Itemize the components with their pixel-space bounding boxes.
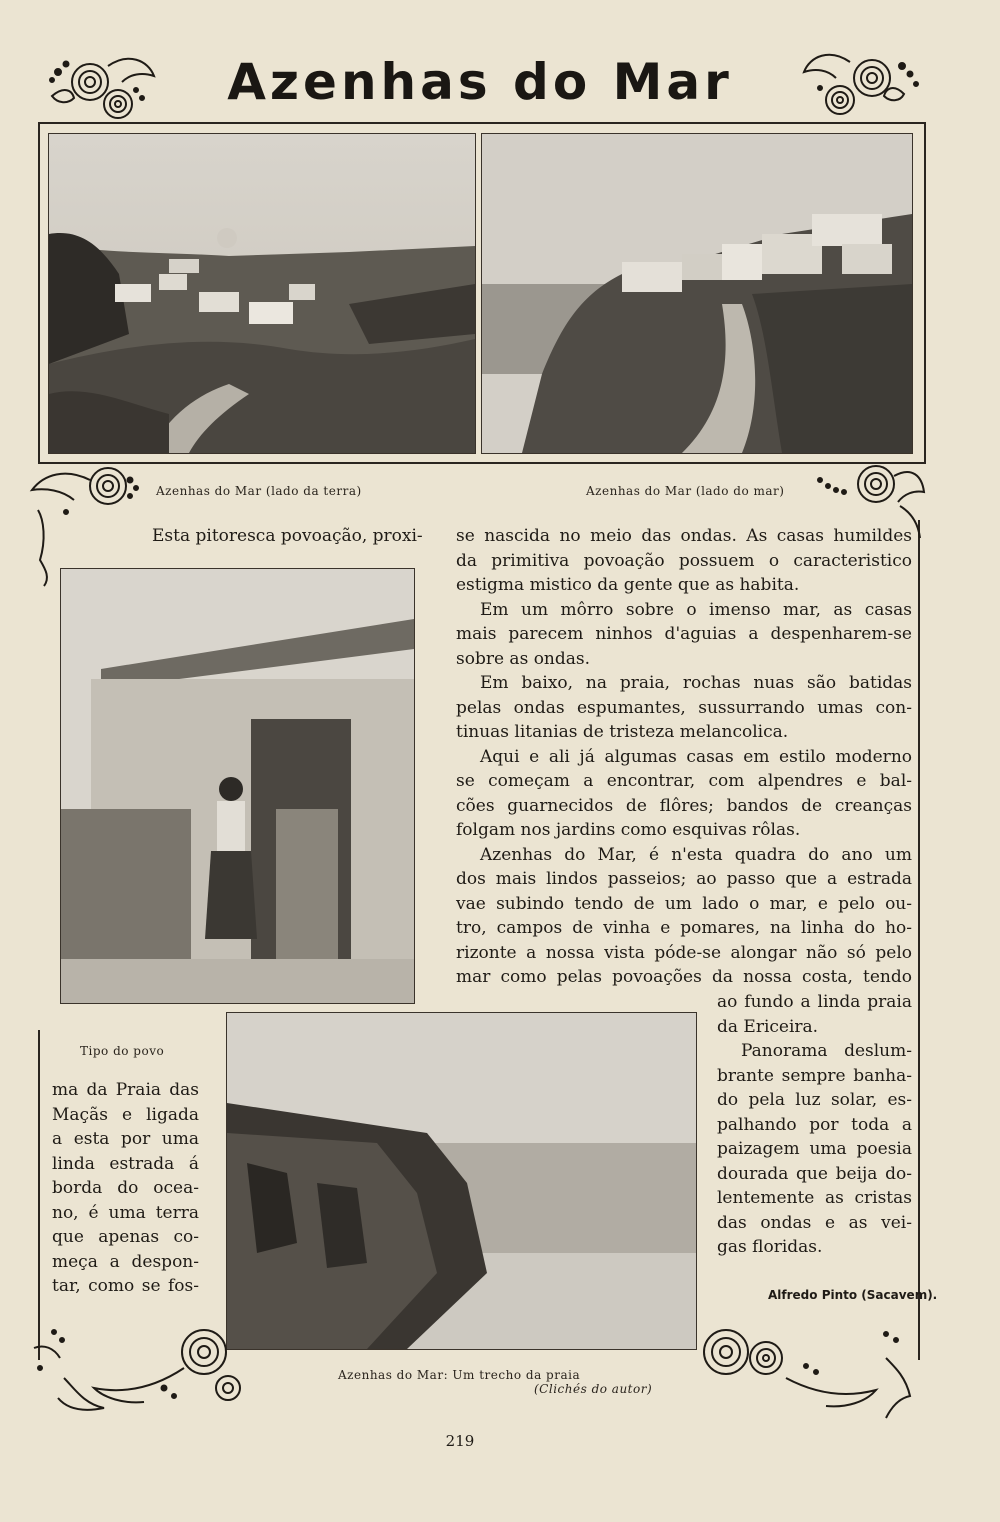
- photo-local-woman: [60, 568, 415, 1004]
- photo-village-sea-side: [481, 133, 913, 454]
- caption-land-side: Azenhas do Mar (lado da terra): [156, 484, 362, 498]
- author-signature: Alfredo Pinto (Sacavem).: [768, 1288, 938, 1302]
- photo-beach-stretch: [226, 1012, 697, 1350]
- frame-bottom-line: [38, 462, 926, 464]
- photo-village-land-side: [48, 133, 476, 454]
- frame-left-lower-line: [38, 1030, 40, 1360]
- caption-sea-side: Azenhas do Mar (lado do mar): [586, 484, 785, 498]
- page-number: 219: [445, 1432, 475, 1450]
- floral-ornament-top-left: [38, 46, 158, 124]
- frame-left-line: [38, 122, 40, 464]
- floral-ornament-bottom-right: [696, 1318, 926, 1424]
- body-right-column: se nascida no meio das ondas. As casas humildes da primitiva povoação possuem o caracteristico estigma mistico da gente que as habita. Em um môrro sobre o imenso mar, as casas mais parecem ninhos d'aguias a despenharem-se sobre as ondas. Em baixo, na praia, rochas nuas são batidas pelas ondas espumantes, sussurrando umas con- tinuas litanias de tristeza melancolica. Aqui e ali já algumas casas em estilo moderno se começam a encontrar, com alpendres e bal- cões guarnecidos de flôres; bandos de creanças folgam nos jardins como esquivas rôlas. Azenhas do Mar, é n'esta quadra do ano um dos mais lindos passeios; ao passo que a estrada vae subindo tendo de um lado o mar, e pelo ou- tro, campos de vinha e pomares, na linha do ho- rizonte a nossa vista póde-se alongar não só pelo mar como pelas povoações da nossa costa, tendo: [456, 526, 912, 987]
- caption-beach: Azenhas do Mar: Um trecho da praia: [338, 1368, 581, 1382]
- frame-top-line: [38, 122, 926, 124]
- body-left-top-line: Esta pitoresca povoação, proxi-: [152, 526, 423, 546]
- body-right-narrow-column: ao fundo a linda praia da Ericeira. Panorama deslum- brante sempre banha- do pela luz solar, es- palhando por toda a paizagem uma poesia dourada que beija do- lentemente as cristas das ondas e as vei- gas floridas.: [717, 992, 912, 1257]
- floral-ornament-bottom-left: [24, 1318, 246, 1422]
- body-left-bottom-column: ma da Praia das Maçãs e ligada a esta por uma linda estrada á borda do ocea- no, é uma terra que apenas co- meça a despon- tar, como se fos-: [52, 1080, 199, 1296]
- frame-right-line: [924, 122, 926, 464]
- page-title: Azenhas do Mar: [227, 53, 733, 111]
- caption-credit: (Clichés do autor): [534, 1382, 653, 1396]
- caption-local-type: Tipo do povo: [80, 1044, 165, 1058]
- floral-ornament-top-right: [800, 44, 924, 122]
- frame-right-lower-line: [918, 520, 920, 1360]
